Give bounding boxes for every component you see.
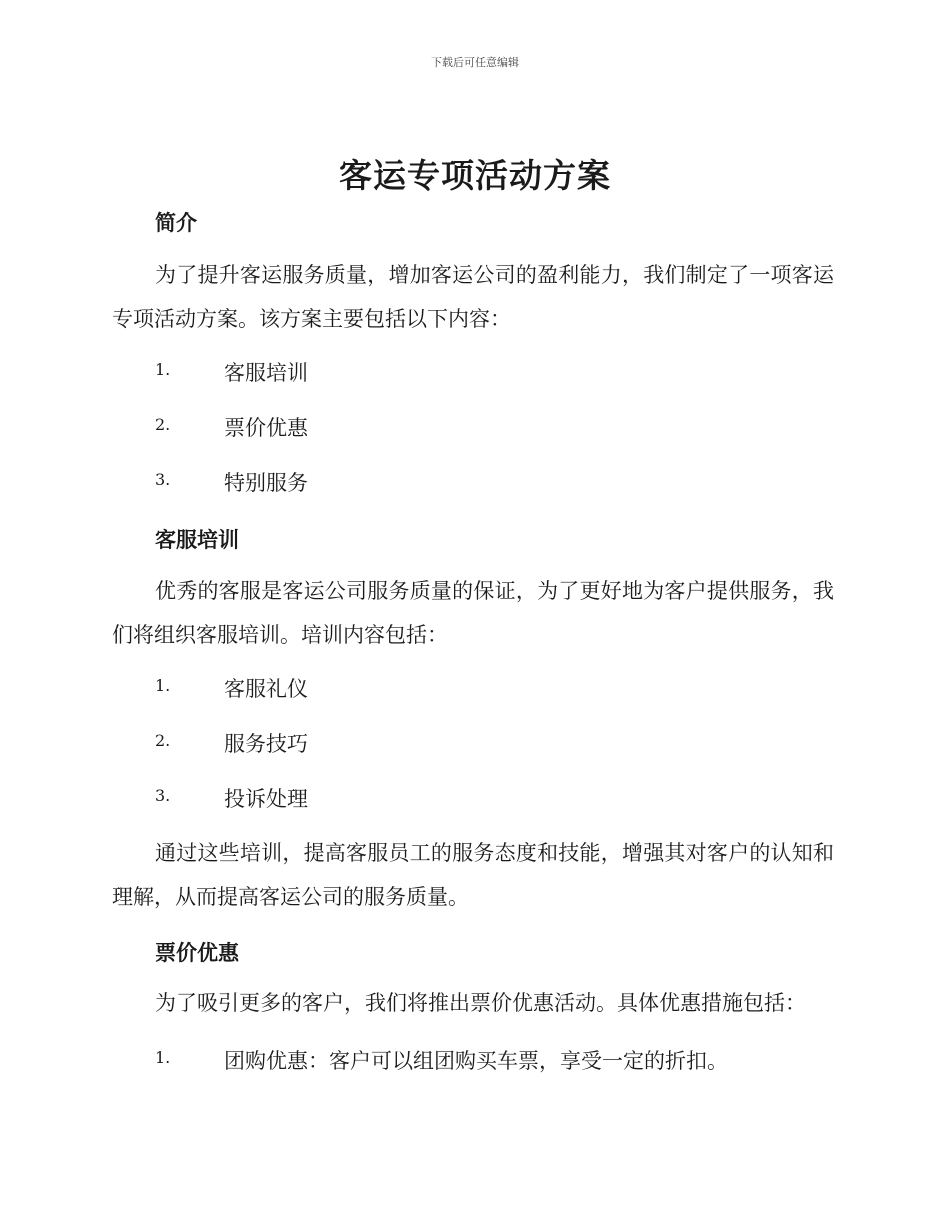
list-item: [155, 728, 835, 758]
section-heading-discount: 票价优惠: [155, 941, 239, 965]
list-text: 投诉处理: [224, 787, 308, 811]
paragraph-training: 优秀的客服是客运公司服务质量的保证，为了更好地为客户提供服务，我们将组织客服培训。培训内容包括：: [112, 579, 834, 647]
list-number: 2.: [155, 731, 171, 750]
list-item: [155, 467, 835, 497]
list-number: 3.: [155, 786, 171, 805]
paragraph-intro: 为了提升客运服务质量，增加客运公司的盈利能力，我们制定了一项客运专项活动方案。该方案主要包括以下内容：: [112, 263, 834, 331]
section-heading-intro: 简介: [155, 211, 197, 235]
list-number: 2.: [155, 415, 171, 434]
list-item: [155, 673, 835, 703]
paragraph-training-conclusion: 通过这些培训，提高客服员工的服务态度和技能，增强其对客户的认知和理解，从而提高客运公司的服务质量。: [112, 841, 834, 909]
list-text: 票价优惠: [224, 416, 308, 440]
list-number: 3.: [155, 470, 171, 489]
list-text: 团购优惠：客户可以组团购买车票，享受一定的折扣。: [224, 1049, 728, 1073]
list-number: 1.: [155, 1048, 171, 1067]
list-text: 服务技巧: [224, 732, 308, 756]
list-item: [155, 412, 835, 442]
list-item: [155, 783, 835, 813]
list-number: 1.: [155, 676, 171, 695]
list-item: [155, 1045, 835, 1075]
list-text: 客服礼仪: [224, 677, 308, 701]
document-title: 客运专项活动方案: [339, 156, 611, 195]
section-heading-training: 客服培训: [155, 528, 239, 552]
list-number: 1.: [155, 360, 171, 379]
list-text: 特别服务: [224, 471, 308, 495]
paragraph-discount: 为了吸引更多的客户，我们将推出票价优惠活动。具体优惠措施包括：: [155, 991, 806, 1015]
list-text: 客服培训: [224, 361, 308, 385]
header-note: 下载后可任意编辑: [431, 56, 519, 69]
list-item: [155, 357, 835, 387]
